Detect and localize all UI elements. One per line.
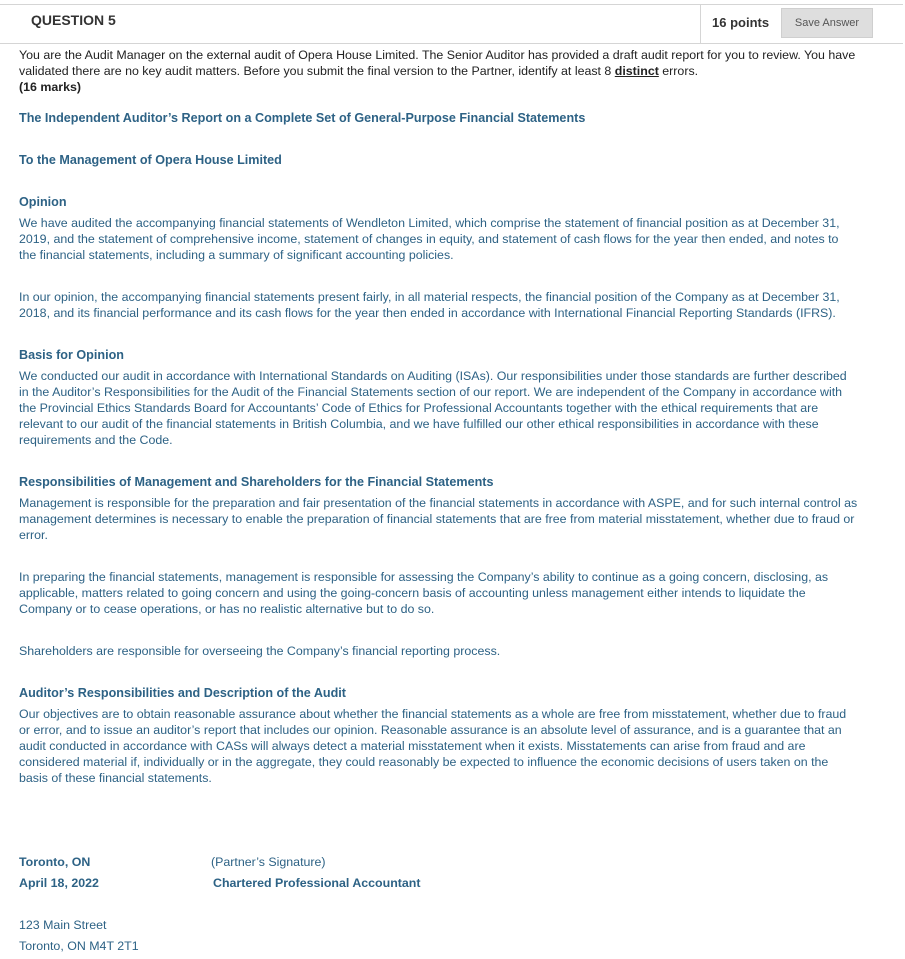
question-prompt <box>19 47 859 95</box>
save-answer-button[interactable]: Save Answer <box>781 8 873 38</box>
prompt-text-end: errors. <box>658 64 699 78</box>
signature-designation: Chartered Professional Accountant <box>213 876 421 890</box>
basis-paragraph: We conducted our audit in accordance with International Standards on Auditing (ISAs). Our responsibilities under those standards are further described in the Auditor’s Responsibilities for the Audit of the Financial Statements section of our report. We are independent of the Company in accordance with the Provincial Ethics Standards Board for Accountants’ Code of Ethics for Professional Accountants together with the ethical requirements that are relevant to our audit of the financial statements in British Columbia, and we have fulfilled our other ethical responsibilities in accordance with these requirements and the Code. <box>19 369 847 447</box>
report-title: The Independent Auditor’s Report on a Complete Set of General-Purpose Financial Statements <box>19 111 586 125</box>
prompt-emphasis: distinct <box>614 64 659 78</box>
question-header <box>0 4 903 44</box>
points-label: 16 points <box>712 15 770 30</box>
points-panel <box>700 5 904 43</box>
prompt-marks: (16 marks) <box>19 80 81 94</box>
basis-heading: Basis for Opinion <box>19 348 124 362</box>
opinion-heading: Opinion <box>19 195 67 209</box>
signature-city: Toronto, ON <box>19 855 91 869</box>
question-content <box>19 47 859 786</box>
prompt-text: You are the Audit Manager on the external audit of Opera House Limited. The Senior Auditor has provided a draft audit report for you to review. You have validated there are no key audit matters. Before you submit the final version to the Partner, identify at least 8 <box>19 48 856 78</box>
report-addressee: To the Management of Opera House Limited <box>19 153 282 167</box>
responsibilities-paragraph-2: In preparing the financial statements, management is responsible for assessing the Company’s ability to continue as a going concern, disclosing, as applicable, matters related to going concern and using the going-concern basis of accounting unless management either intends to liquidate the Company or to cease operations, or has no realistic alternative but to do so. <box>19 570 829 616</box>
signature-date: April 18, 2022 <box>19 876 99 890</box>
address-line-2: Toronto, ON M4T 2T1 <box>19 939 139 953</box>
auditor-paragraph: Our objectives are to obtain reasonable assurance about whether the financial statements as a whole are free from misstatement, whether due to fraud or error, and to issue an auditor’s report that includes our opinion. Reasonable assurance is an absolute level of assurance, and is a guarantee that an audit conducted in accordance with CASs will always detect a material misstatement when it exists. Misstatements can arise from fraud and are considered material if, individually or in the aggregate, they could reasonably be expected to influence the economic decisions of users taken on the basis of these financial statements. <box>19 707 847 785</box>
responsibilities-paragraph-1: Management is responsible for the preparation and fair presentation of the financial statements in accordance with ASPE, and for such internal control as management determines is necessary to enable the preparation of financial statements that are free from material misstatement, whether due to fraud or error. <box>19 496 858 542</box>
auditor-heading: Auditor’s Responsibilities and Description of the Audit <box>19 686 346 700</box>
partner-signature: (Partner’s Signature) <box>211 855 326 869</box>
address-line-1: 123 Main Street <box>19 918 107 932</box>
opinion-paragraph-1: We have audited the accompanying financial statements of Wendleton Limited, which comprise the statement of financial position as at December 31, 2019, and the statement of comprehensive income, statement of changes in equity, and statement of cash flows for the year then ended, and notes to the financial statements, including a summary of significant accounting policies. <box>19 216 840 262</box>
question-title: QUESTION 5 <box>31 12 116 28</box>
opinion-paragraph-2: In our opinion, the accompanying financial statements present fairly, in all material respects, the financial position of the Company as at December 31, 2018, and its financial performance and its cash flows for the year then ended in accordance with International Financial Reporting Standards (IFRS). <box>19 290 840 320</box>
responsibilities-heading: Responsibilities of Management and Shareholders for the Financial Statements <box>19 475 494 489</box>
responsibilities-paragraph-3: Shareholders are responsible for overseeing the Company’s financial reporting process. <box>19 644 501 658</box>
